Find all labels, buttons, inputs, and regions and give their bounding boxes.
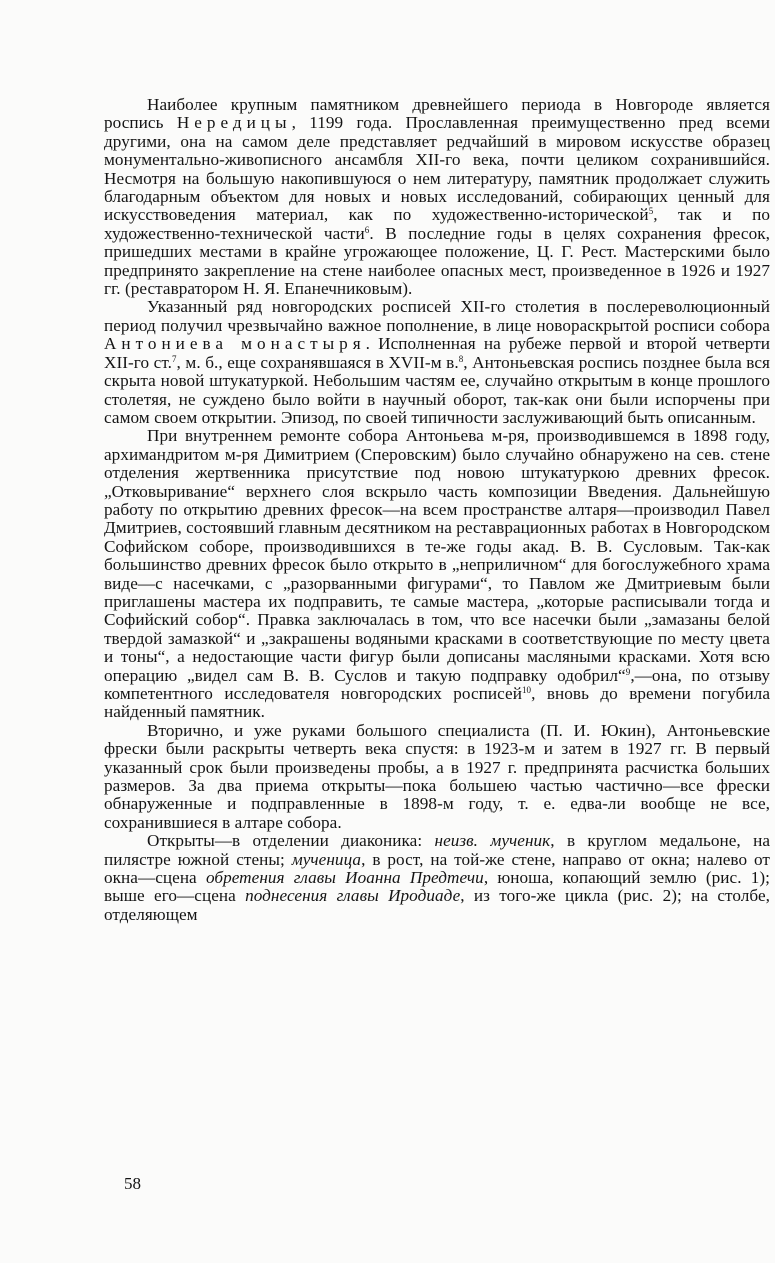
spaced-text: Нередицы	[176, 113, 292, 133]
text-run: Указанный ряд новгородских росписей XII-го столетия в послереволюционный период получил чрезвычайно важное пополнение, в лице новораскрытой росписи собора	[104, 297, 770, 335]
footnote-marker: 10	[521, 685, 532, 695]
paragraph	[104, 298, 770, 427]
italic-text: обретения главы Иоанна Предтечи	[205, 868, 484, 888]
text-run: Открыты—в отделении диаконика:	[147, 831, 435, 851]
text-run: , юноша, копающий землю (рис. 1); выше его—сцена	[104, 868, 770, 906]
paragraph	[104, 722, 770, 832]
italic-text: поднесения главы Иродиаде	[245, 886, 461, 906]
paragraph	[104, 427, 770, 722]
text-run: Вторично, и уже руками большого специалиста (П. И. Юкин), Антоньевские фрески были раскрыты четверть века спустя: в 1923-м и затем в 1927 гг. В первый указанный срок были произведены пробы, а в 1927 г. предпринята расчистка больших размеров. За два приема открыты—пока большею частью частично—все фрески обнаруженные и подправленные в 1898-м году, т. е. едва-ли вообще не все, сохранившиеся в алтаре собора.	[104, 720, 770, 832]
italic-text: мученица	[291, 849, 362, 869]
text-run: . В последние годы в целях сохранения фресок, пришедших местами в крайне угрожающее положение, Ц. Г. Рест. Мастерскими было предпринято закрепление на стене наиболее опасных мест, произведенное в 1926 и 1927 гг. (реставратором Н. Я. Епанечниковым).	[104, 223, 770, 299]
footnote-marker: 7	[171, 353, 177, 364]
text-run: Наиболее крупным памятником древнейшего периода в Новгороде является роспись	[104, 95, 770, 133]
italic-text: неизв. мученик	[434, 831, 551, 851]
text-run: , вновь до времени погубила найденный памятник.	[104, 684, 770, 722]
body-text	[104, 96, 770, 924]
footnote-marker: 8	[458, 353, 464, 364]
footnote-marker: 5	[648, 206, 654, 217]
spaced-text: Антониева монастыря	[104, 334, 366, 354]
paragraph	[104, 96, 770, 298]
text-run: ,—она, по отзыву компетентного исследователя новгородских росписей	[104, 665, 770, 703]
footnote-marker: 6	[364, 224, 370, 235]
text-run: , из того-же цикла (рис. 2); на столбе, отделяющем	[104, 886, 770, 924]
text-run: , в рост, на той-же стене, направо от окна; налево от окна—сцена	[104, 849, 770, 888]
page-number: 58	[124, 1174, 141, 1193]
text-run: . Исполненная на рубеже первой и второй четверти XII-го ст.	[104, 334, 770, 372]
text-run: , м. б., еще сохранявшаяся в XVII-м в.	[176, 352, 459, 372]
text-run: , в круглом медальоне, на пилястре южной стены;	[104, 831, 770, 869]
text-run: , так и по художественно-технической части	[104, 205, 770, 243]
text-run: , 1199 года. Прославленная преимущественно пред всеми другими, она на самом деле представляет редчайший в мировом искусстве образец монументально-живописного ансамбля XII-го века, почти целиком сохранившийся. Несмотря на большую накопившуюся о нем литературу, памятник продолжает служить благодарным объектом для новых и новых исследований, собирающих ценный для искусствоведения материал, как по художественно-исторической	[104, 113, 771, 225]
text-run: , Антоньевская роспись позднее была вся скрыта новой штукатуркой. Небольшим частям ее, случайно открытым в конце прошлого столетяя, не суждено было войти в научный оборот, так-как они были испорчены при самом своем открытии. Эпизод, по своей типичности заслуживающий быть описанным.	[104, 352, 771, 427]
paragraph	[104, 832, 770, 924]
footnote-marker: 9	[625, 666, 631, 677]
text-run: При внутреннем ремонте собора Антоньева м-ря, производившемся в 1898 году, архимандритом м-ря Димитрием (Сперовским) было случайно обнаружено на сев. стене отделения жертвенника присутствие под новою штукатуркою древних фресок. „Отковыривание“ верхнего слоя вскрыло часть композиции Введения. Дальнейшую работу по открытию древних фресок—на всем пространстве алтаря—производил Павел Дмитриев, состоявший главным десятником на реставрационных работах в Новгородском Софийском соборе, производившихся в те-же годы акад. В. В. Сусловым. Так-как большинство древних фресок было открыто в „неприличном“ для богослужебного храма виде—с насечками, с „разорванными фигурами“, то Павлом же Дмитриевым были приглашены мастера их подправить, те самые мастера, „которые расписывали тогда и Софийский собор“. Правка заключалась в том, что все насечки были „замазаны белой твердой замазкой“ и „закрашены водяными красками в соответствующие по месту цвета и тоны“, а недостающие части фигур были дописаны масляными красками. Хотя всю операцию „видел сам В. В. Суслов и такую подправку одобрил“	[104, 426, 770, 685]
